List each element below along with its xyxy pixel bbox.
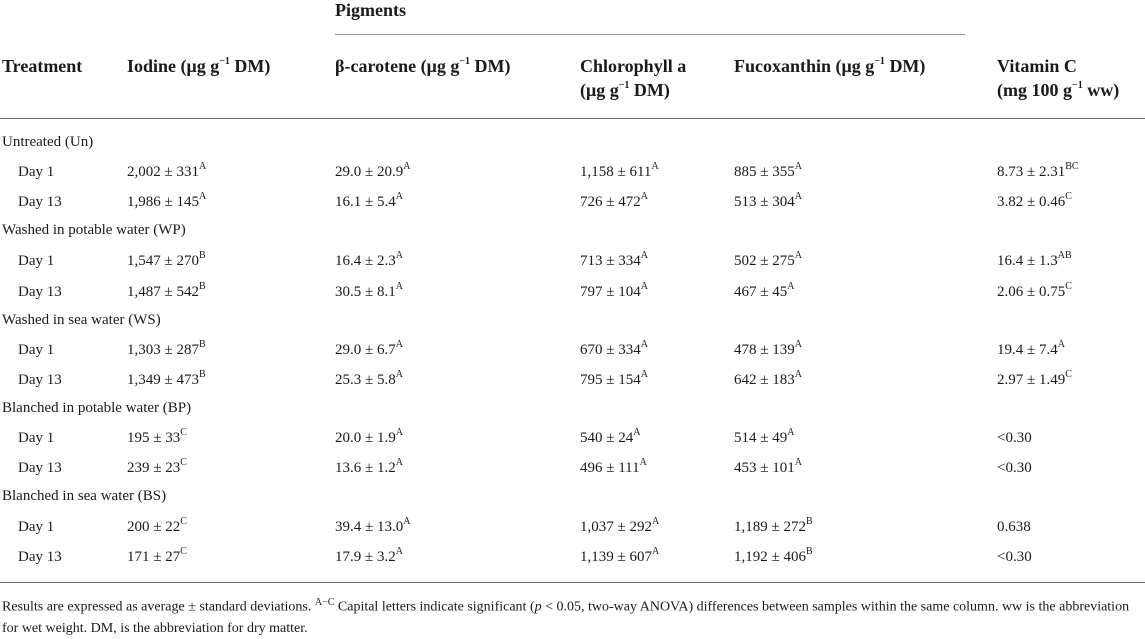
cell-vitamin-c-sig: AB: [1057, 250, 1072, 261]
table-footnote: [2, 592, 1142, 639]
cell-iodine: [127, 161, 207, 181]
cell-chlorophyll-value: 797 ± 104: [580, 284, 641, 300]
cell-chlorophyll-sig: A: [651, 516, 660, 527]
cell-vitamin-c: [997, 339, 1065, 359]
cell-bcarotene: [335, 516, 411, 536]
cell-fucoxanthin-sig: B: [805, 516, 813, 527]
cell-day: Day 1: [18, 342, 55, 358]
cell-bcarotene-sig: A: [395, 250, 403, 261]
cell-bcarotene-sig: A: [395, 546, 403, 557]
cell-iodine-value: 1,349 ± 473: [127, 372, 199, 388]
cell-vitamin-c-sig: BC: [1065, 161, 1079, 172]
cell-fucoxanthin-value: 885 ± 355: [734, 164, 795, 180]
cell-vitamin-c: [997, 281, 1072, 301]
cell-fucoxanthin-sig: A: [787, 281, 795, 292]
col-header-vitamin-c-unit: (mg 100 g: [997, 80, 1072, 100]
cell-chlorophyll-sig: A: [639, 457, 647, 468]
cell-chlorophyll-value: 1,037 ± 292: [580, 519, 652, 535]
group-label-washed-potable: Washed in potable water (WP): [2, 222, 186, 238]
cell-fucoxanthin: [734, 281, 795, 301]
cell-chlorophyll-sig: A: [640, 369, 648, 380]
col-header-vitamin-c-line2: [997, 78, 1119, 102]
cell-vitamin-c: [997, 161, 1079, 181]
col-header-chlorophyll-sup: −1: [618, 80, 630, 91]
cell-chlorophyll: [580, 427, 641, 447]
cell-chlorophyll: [580, 281, 648, 301]
cell-iodine: [127, 457, 187, 477]
cell-bcarotene: [335, 546, 403, 566]
cell-fucoxanthin-value: 1,189 ± 272: [734, 519, 806, 535]
cell-chlorophyll-sig: A: [651, 546, 660, 557]
cell-vitamin-c-sig: C: [1065, 369, 1072, 380]
cell-day: Day 1: [18, 164, 55, 180]
cell-bcarotene-value: 13.6 ± 1.2: [335, 460, 396, 476]
cell-chlorophyll-value: 670 ± 334: [580, 342, 641, 358]
cell-bcarotene: [335, 339, 403, 359]
cell-bcarotene: [335, 161, 411, 181]
cell-chlorophyll: [580, 191, 648, 211]
cell-chlorophyll-sig: A: [633, 427, 641, 438]
cell-vitamin-c-value: <0.30: [997, 460, 1032, 476]
cell-chlorophyll-value: 496 ± 111: [580, 460, 640, 476]
cell-iodine-sig: B: [198, 369, 206, 380]
cell-vitamin-c: [997, 460, 1032, 477]
table-row: [0, 339, 1145, 364]
header-rule: [0, 118, 1145, 119]
cell-chlorophyll: [580, 516, 660, 536]
cell-vitamin-c: [997, 369, 1072, 389]
cell-fucoxanthin-sig: A: [794, 191, 802, 202]
table-row: [0, 281, 1145, 306]
cell-bcarotene-sig: A: [403, 161, 411, 172]
cell-fucoxanthin: [734, 546, 813, 566]
cell-iodine-value: 2,002 ± 331: [127, 164, 199, 180]
cell-vitamin-c-value: 19.4 ± 7.4: [997, 342, 1058, 358]
cell-bcarotene: [335, 191, 403, 211]
col-header-chlorophyll-tail: DM): [629, 80, 670, 100]
cell-iodine: [127, 516, 187, 536]
cell-bcarotene: [335, 369, 403, 389]
cell-bcarotene: [335, 281, 403, 301]
cell-day: Day 13: [18, 372, 62, 388]
cell-iodine: [127, 339, 206, 359]
cell-fucoxanthin-sig: A: [794, 457, 802, 468]
cell-vitamin-c-sig: C: [1065, 191, 1072, 202]
cell-iodine-sig: C: [180, 457, 187, 468]
cell-vitamin-c-value: 16.4 ± 1.3: [997, 253, 1058, 269]
col-header-bcarotene: [335, 54, 511, 78]
cell-bcarotene-sig: A: [395, 339, 403, 350]
col-header-iodine: [127, 54, 270, 78]
cell-day: Day 1: [18, 519, 55, 535]
col-header-bcarotene-text: β-carotene (μg g: [335, 56, 460, 76]
cell-fucoxanthin: [734, 161, 802, 181]
cell-bcarotene-value: 16.1 ± 5.4: [335, 194, 396, 210]
col-header-chlorophyll: [580, 54, 686, 102]
cell-iodine-value: 171 ± 27: [127, 549, 181, 565]
col-header-fucoxanthin: [734, 54, 925, 78]
cell-iodine: [127, 250, 206, 270]
cell-chlorophyll-sig: A: [651, 161, 659, 172]
cell-vitamin-c-value: 3.82 ± 0.46: [997, 194, 1066, 210]
cell-bcarotene-value: 17.9 ± 3.2: [335, 549, 396, 565]
cell-iodine: [127, 427, 187, 447]
col-header-iodine-text: Iodine (μg g: [127, 56, 220, 76]
col-header-chlorophyll-line2: [580, 78, 686, 102]
cell-bcarotene-value: 39.4 ± 13.0: [335, 519, 404, 535]
cell-vitamin-c: [997, 430, 1032, 447]
cell-fucoxanthin-sig: A: [794, 339, 802, 350]
cell-chlorophyll-sig: A: [640, 250, 648, 261]
cell-fucoxanthin-value: 513 ± 304: [734, 194, 795, 210]
col-header-fucoxanthin-tail: DM): [884, 56, 926, 76]
footnote-sup: A−C: [314, 597, 335, 608]
cell-fucoxanthin: [734, 369, 802, 389]
cell-iodine-value: 1,303 ± 287: [127, 342, 199, 358]
cell-fucoxanthin-value: 467 ± 45: [734, 284, 788, 300]
table-row: [0, 369, 1145, 394]
cell-day: Day 13: [18, 460, 62, 476]
cell-fucoxanthin: [734, 250, 802, 270]
cell-iodine-sig: C: [180, 516, 187, 527]
table-row: [0, 250, 1145, 275]
cell-day: Day 1: [18, 430, 55, 446]
cell-vitamin-c: [997, 191, 1072, 211]
table-row: [0, 191, 1145, 216]
col-header-vitamin-c-line1: Vitamin C: [997, 56, 1077, 76]
col-header-bcarotene-sup: −1: [459, 56, 471, 67]
col-header-vitamin-c-tail: ww): [1082, 80, 1120, 100]
table-row: [0, 516, 1145, 541]
cell-bcarotene-sig: A: [395, 281, 403, 292]
cell-bcarotene: [335, 427, 403, 447]
cell-chlorophyll: [580, 161, 659, 181]
cell-bcarotene-value: 16.4 ± 2.3: [335, 253, 396, 269]
cell-fucoxanthin-sig: A: [794, 250, 802, 261]
cell-chlorophyll-value: 540 ± 24: [580, 430, 634, 446]
cell-vitamin-c-sig: A: [1057, 339, 1065, 350]
cell-bcarotene-value: 20.0 ± 1.9: [335, 430, 396, 446]
cell-iodine-sig: B: [198, 339, 206, 350]
pigments-header: Pigments: [335, 0, 406, 20]
col-header-chlorophyll-line1: Chlorophyll a: [580, 56, 687, 76]
group-label-blanched-potable: Blanched in potable water (BP): [2, 400, 192, 416]
cell-fucoxanthin-sig: A: [794, 161, 802, 172]
cell-chlorophyll-sig: A: [640, 339, 648, 350]
col-header-vitamin-c: [997, 54, 1119, 102]
cell-bcarotene-value: 30.5 ± 8.1: [335, 284, 396, 300]
cell-chlorophyll: [580, 546, 660, 566]
table-row: [0, 161, 1145, 186]
col-header-fucoxanthin-text: Fucoxanthin (μg g: [734, 56, 875, 76]
cell-chlorophyll: [580, 457, 647, 477]
cell-bcarotene: [335, 250, 403, 270]
cell-fucoxanthin: [734, 427, 795, 447]
cell-bcarotene-sig: A: [403, 516, 411, 527]
cell-chlorophyll-value: 1,158 ± 611: [580, 164, 652, 180]
cell-fucoxanthin: [734, 191, 802, 211]
cell-vitamin-c-value: 2.06 ± 0.75: [997, 284, 1066, 300]
cell-iodine-sig: C: [180, 427, 187, 438]
cell-vitamin-c-value: 0.638: [997, 519, 1031, 535]
cell-vitamin-c: [997, 549, 1032, 566]
cell-chlorophyll-sig: A: [640, 281, 648, 292]
cell-chlorophyll-value: 795 ± 154: [580, 372, 641, 388]
cell-bcarotene-sig: A: [395, 369, 403, 380]
col-header-iodine-tail: DM): [229, 56, 271, 76]
footnote-text-3: < 0.05, two-way ANOVA) differences between samples within the same column. ww is the abbreviation for wet weight. DM, is the abbreviation for dry matter.: [2, 599, 1130, 636]
group-label-untreated: Untreated (Un): [2, 134, 94, 150]
cell-iodine-value: 200 ± 22: [127, 519, 181, 535]
cell-vitamin-c: [997, 250, 1072, 270]
col-header-vitamin-c-sup: −1: [1072, 80, 1083, 91]
col-header-chlorophyll-unit: (μg g: [580, 80, 619, 100]
table-row: [0, 546, 1145, 571]
cell-iodine: [127, 546, 187, 566]
cell-fucoxanthin-value: 642 ± 183: [734, 372, 795, 388]
cell-chlorophyll: [580, 339, 648, 359]
cell-bcarotene: [335, 457, 403, 477]
footer-rule: [0, 582, 1145, 583]
group-label-washed-sea: Washed in sea water (WS): [2, 312, 161, 328]
cell-vitamin-c-value: <0.30: [997, 549, 1032, 565]
cell-chlorophyll: [580, 369, 648, 389]
cell-fucoxanthin-value: 1,192 ± 406: [734, 549, 806, 565]
cell-bcarotene-sig: A: [395, 427, 403, 438]
cell-day: Day 13: [18, 549, 62, 565]
cell-chlorophyll-value: 713 ± 334: [580, 253, 641, 269]
cell-vitamin-c-sig: C: [1065, 281, 1072, 292]
cell-vitamin-c-value: <0.30: [997, 430, 1032, 446]
cell-iodine-sig: B: [198, 250, 206, 261]
pigments-rule: [335, 34, 965, 35]
cell-bcarotene-value: 25.3 ± 5.8: [335, 372, 396, 388]
cell-bcarotene-sig: A: [395, 457, 403, 468]
col-header-iodine-sup: −1: [219, 56, 230, 67]
cell-fucoxanthin-sig: A: [787, 427, 795, 438]
cell-iodine-value: 1,547 ± 270: [127, 253, 199, 269]
cell-iodine-value: 239 ± 23: [127, 460, 181, 476]
footnote-text-2: Capital letters indicate significant (: [334, 599, 535, 615]
cell-iodine-sig: C: [180, 546, 187, 557]
table-row: [0, 457, 1145, 482]
footnote-text-1: Results are expressed as average ± standard deviations.: [2, 599, 315, 615]
cell-vitamin-c-value: 2.97 ± 1.49: [997, 372, 1066, 388]
cell-iodine-sig: B: [198, 281, 206, 292]
cell-bcarotene-value: 29.0 ± 20.9: [335, 164, 404, 180]
cell-vitamin-c: [997, 519, 1031, 536]
cell-fucoxanthin-value: 502 ± 275: [734, 253, 795, 269]
cell-day: Day 1: [18, 253, 55, 269]
cell-iodine-value: 1,487 ± 542: [127, 284, 199, 300]
footnote-p-italic: p: [534, 599, 542, 615]
cell-fucoxanthin-sig: B: [805, 546, 813, 557]
cell-chlorophyll: [580, 250, 648, 270]
cell-chlorophyll-value: 726 ± 472: [580, 194, 641, 210]
cell-iodine-sig: A: [198, 161, 207, 172]
cell-fucoxanthin-value: 453 ± 101: [734, 460, 795, 476]
cell-fucoxanthin: [734, 457, 802, 477]
cell-iodine-value: 195 ± 33: [127, 430, 181, 446]
cell-chlorophyll-value: 1,139 ± 607: [580, 549, 652, 565]
col-header-treatment: Treatment: [2, 56, 83, 76]
col-header-fucoxanthin-sup: −1: [874, 56, 885, 67]
cell-fucoxanthin-value: 478 ± 139: [734, 342, 795, 358]
cell-iodine: [127, 281, 206, 301]
cell-bcarotene-sig: A: [395, 191, 403, 202]
table-row: [0, 427, 1145, 452]
cell-bcarotene-value: 29.0 ± 6.7: [335, 342, 396, 358]
cell-iodine-value: 1,986 ± 145: [127, 194, 199, 210]
col-header-bcarotene-tail: DM): [470, 56, 511, 76]
cell-fucoxanthin-value: 514 ± 49: [734, 430, 788, 446]
cell-iodine: [127, 191, 207, 211]
cell-day: Day 13: [18, 194, 62, 210]
group-label-blanched-sea: Blanched in sea water (BS): [2, 488, 167, 504]
cell-iodine-sig: A: [198, 191, 207, 202]
cell-iodine: [127, 369, 206, 389]
cell-fucoxanthin-sig: A: [794, 369, 802, 380]
cell-vitamin-c-value: 8.73 ± 2.31: [997, 164, 1066, 180]
cell-fucoxanthin: [734, 339, 802, 359]
cell-day: Day 13: [18, 284, 62, 300]
cell-chlorophyll-sig: A: [640, 191, 648, 202]
cell-fucoxanthin: [734, 516, 813, 536]
